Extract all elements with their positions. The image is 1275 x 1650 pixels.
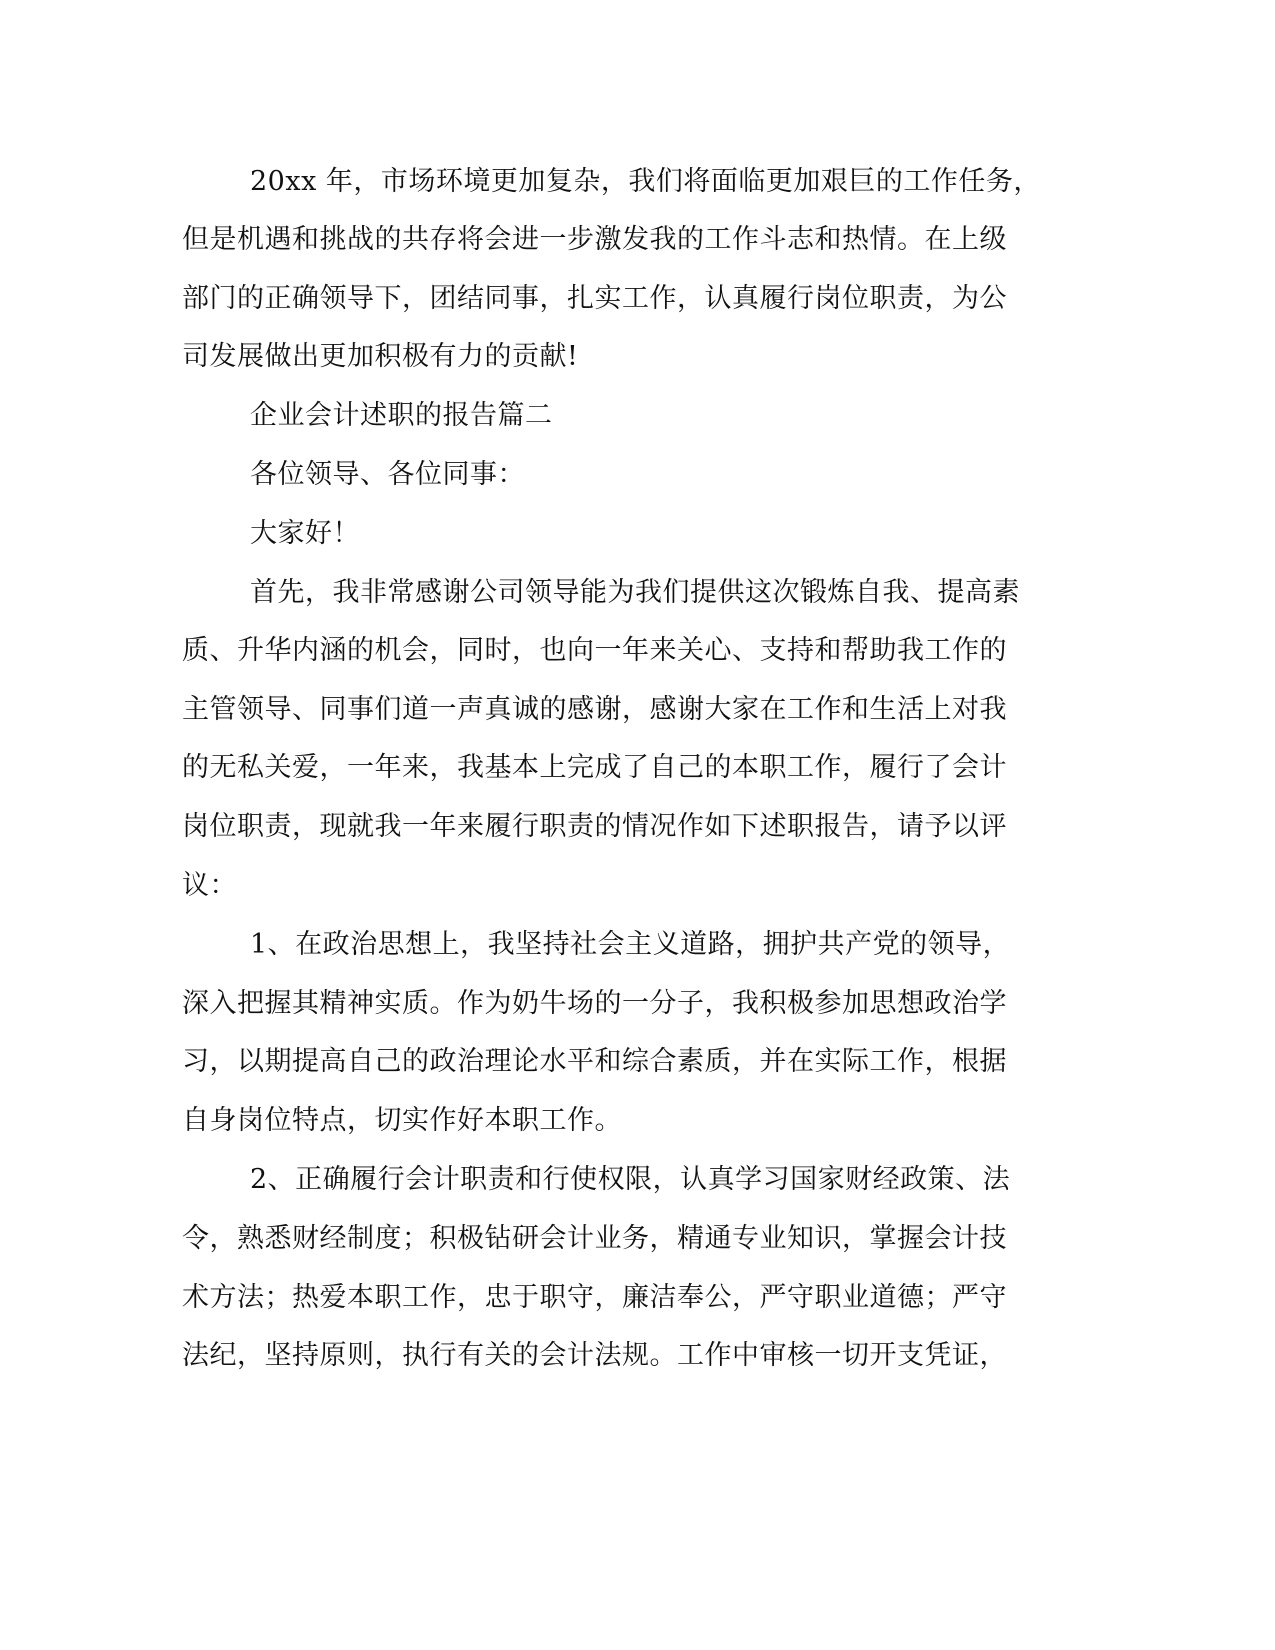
text-line: 20xx 年，市场环境更加复杂，我们将面临更加艰巨的工作任务， — [250, 166, 1041, 197]
text-line: 自身岗位特点，切实作好本职工作。 — [182, 1105, 622, 1136]
text-line: 岗位职责，现就我一年来履行职责的情况作如下述职报告，请予以评 — [182, 811, 1007, 842]
section-heading: 企业会计述职的报告篇二 — [250, 400, 553, 431]
text-line: 但是机遇和挑战的共存将会进一步激发我的工作斗志和热情。在上级 — [182, 224, 1007, 255]
text-line: 2、正确履行会计职责和行使权限，认真学习国家财经政策、法 — [250, 1164, 1011, 1195]
salutation: 各位领导、各位同事： — [250, 459, 525, 490]
text-line: 法纪，坚持原则，执行有关的会计法规。工作中审核一切开支凭证， — [182, 1340, 1007, 1371]
text-line: 司发展做出更加积极有力的贡献! — [182, 341, 579, 372]
text-line: 首先，我非常感谢公司领导能为我们提供这次锻炼自我、提高素 — [250, 577, 1020, 608]
text-line: 术方法；热爱本职工作，忠于职守，廉洁奉公，严守职业道德；严守 — [182, 1282, 1007, 1313]
text-line: 议： — [182, 870, 237, 901]
text-line: 习，以期提高自己的政治理论水平和综合素质，并在实际工作，根据 — [182, 1046, 1007, 1077]
text-line: 令，熟悉财经制度；积极钻研会计业务，精通专业知识，掌握会计技 — [182, 1223, 1007, 1254]
text-line: 主管领导、同事们道一声真诚的感谢，感谢大家在工作和生活上对我 — [182, 694, 1007, 725]
text-line: 深入把握其精神实质。作为奶牛场的一分子，我积极参加思想政治学 — [182, 988, 1007, 1019]
text-line: 质、升华内涵的机会，同时，也向一年来关心、支持和帮助我工作的 — [182, 635, 1007, 666]
text-line: 1、在政治思想上，我坚持社会主义道路，拥护共产党的领导， — [250, 929, 1011, 960]
text-line: 的无私关爱，一年来，我基本上完成了自己的本职工作，履行了会计 — [182, 752, 1007, 783]
text-line: 部门的正确领导下，团结同事，扎实工作，认真履行岗位职责，为公 — [182, 283, 1007, 314]
greeting: 大家好！ — [250, 518, 360, 549]
